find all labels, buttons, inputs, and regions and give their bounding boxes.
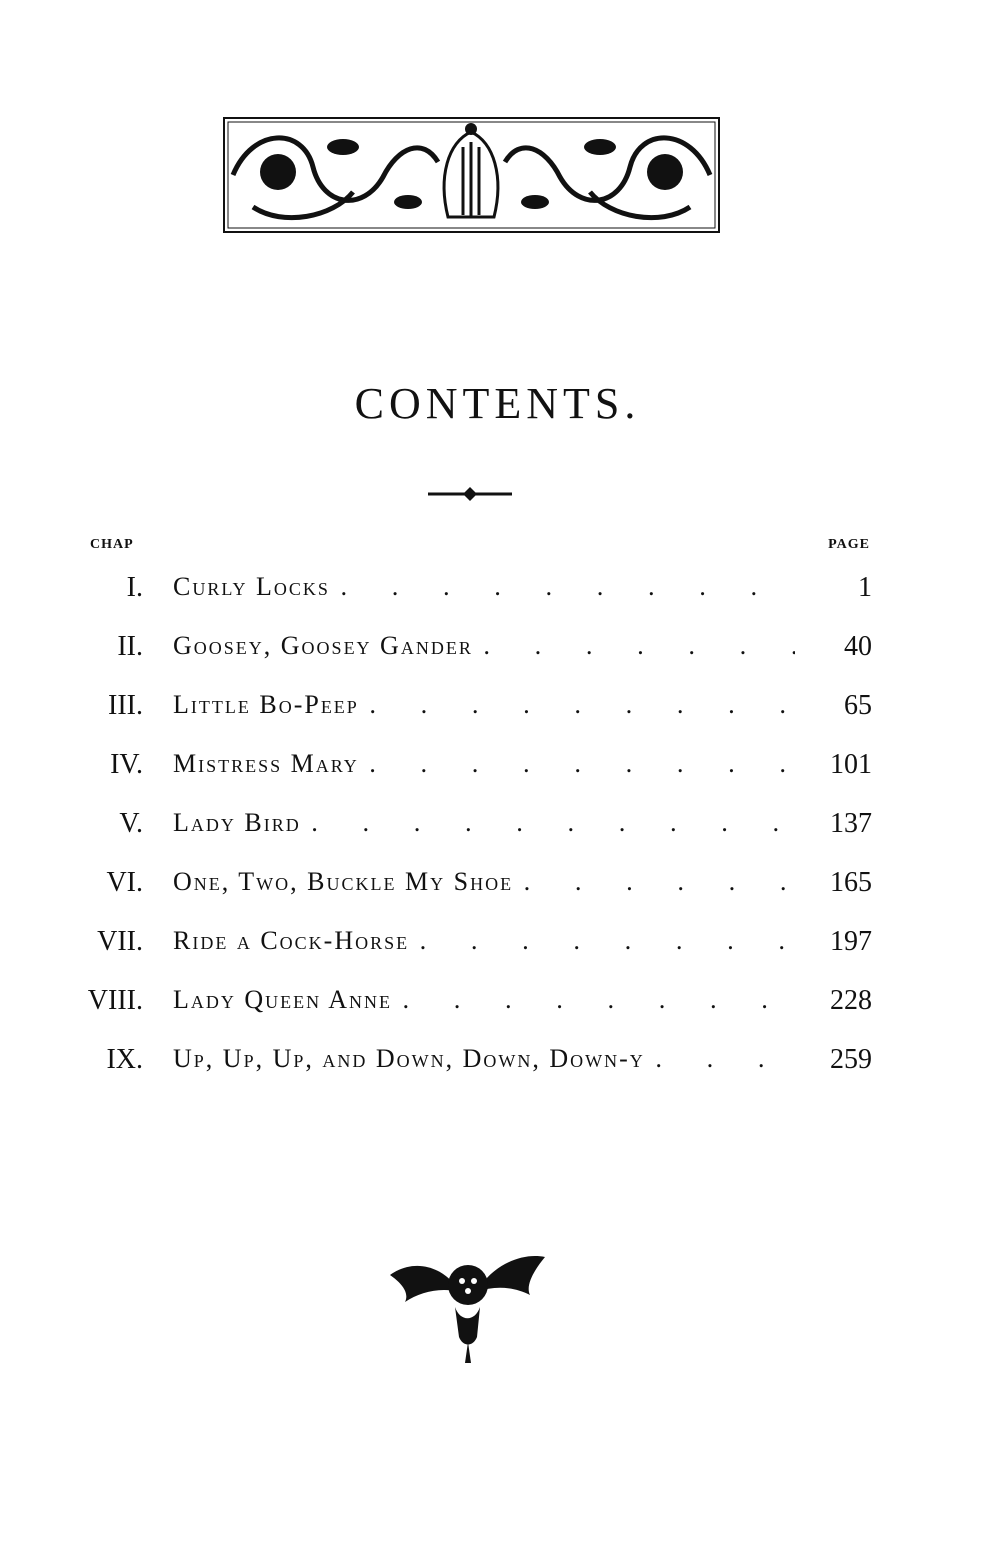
- page-number: 228: [830, 985, 872, 1016]
- lyre-scroll-ornament-icon: [223, 117, 720, 233]
- chapter-title: Ride a Cock-Horse: [173, 926, 410, 955]
- chapter-title: One, Two, Buckle My Shoe: [173, 867, 514, 896]
- page-number: 259: [830, 1044, 872, 1075]
- toc-row: [0, 625, 995, 684]
- chapter-number: IV.: [110, 749, 143, 780]
- chapter-title: Lady Bird: [173, 808, 301, 837]
- page-number: 65: [844, 690, 872, 721]
- toc-row: [0, 861, 995, 920]
- chapter-number: VII.: [97, 926, 143, 957]
- page-number: 1: [858, 572, 872, 603]
- chapter-title: Lady Queen Anne: [173, 985, 392, 1014]
- toc-row: [0, 802, 995, 861]
- chapter-title: Up, Up, Up, and Down, Down, Down-y: [173, 1044, 645, 1073]
- page-number: 40: [844, 631, 872, 662]
- toc-row: [0, 979, 995, 1038]
- page-number: 101: [830, 749, 872, 780]
- chapter-number: III.: [108, 690, 143, 721]
- diamond-rule-icon: [428, 487, 512, 501]
- chapter-title: Curly Locks: [173, 572, 330, 601]
- page-number: 197: [830, 926, 872, 957]
- chapter-title: Mistress Mary: [173, 749, 359, 778]
- page-number: 165: [830, 867, 872, 898]
- chapter-title: Little Bo-Peep: [173, 690, 359, 719]
- toc-row: [0, 920, 995, 979]
- chapter-number: I.: [126, 572, 143, 603]
- chapter-title: Goosey, Goosey Gander: [173, 631, 473, 660]
- page-number: 137: [830, 808, 872, 839]
- toc-row: [0, 684, 995, 743]
- chap-column-label: CHAP: [90, 537, 134, 552]
- chapter-number: II.: [117, 631, 143, 662]
- flower-tailpiece-icon: [385, 1247, 550, 1365]
- page-column-label: PAGE: [828, 537, 870, 552]
- toc-row: [0, 743, 995, 802]
- chapter-number: VI.: [106, 867, 143, 898]
- table-of-contents: [0, 566, 995, 1097]
- toc-row: [0, 566, 995, 625]
- toc-row: [0, 1038, 995, 1097]
- chapter-number: VIII.: [87, 985, 143, 1016]
- chapter-number: IX.: [106, 1044, 143, 1075]
- chapter-number: V.: [119, 808, 143, 839]
- page-title: CONTENTS.: [354, 379, 641, 428]
